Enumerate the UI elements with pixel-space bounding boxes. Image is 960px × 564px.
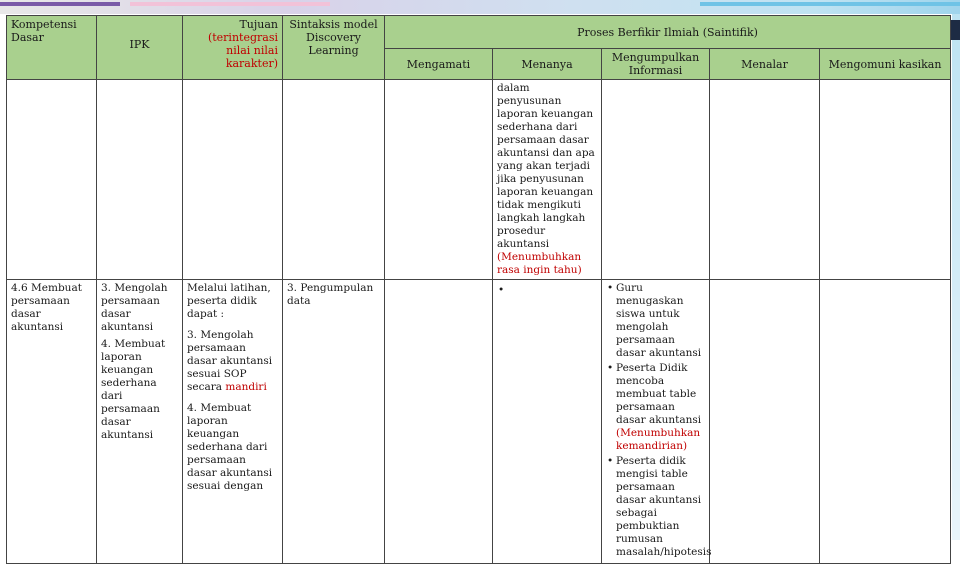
header-kompetensi-dasar: Kompetensi Dasar xyxy=(7,16,97,80)
header-tujuan xyxy=(183,16,283,80)
lesson-plan-table xyxy=(6,15,951,564)
ipk-item: 3. Mengolah persamaan dasar akuntansi xyxy=(101,282,168,333)
menanya-text: dalam penyusunan laporan keuangan sederhana dari persamaan dasar akuntansi dan apa yang akan terjadi jika penyusunan laporan keuangan tidak mengikuti langkah langkah prosedur akuntansi xyxy=(497,82,595,250)
cell-mengomunikasikan-row2 xyxy=(820,280,951,564)
cell-menanya-row1 xyxy=(493,80,602,280)
cell-menalar-row2 xyxy=(710,280,820,564)
tujuan-item-num: 3. xyxy=(187,329,198,341)
cell-mengumpulkan-row2 xyxy=(602,280,710,564)
cell-ipk-row1 xyxy=(97,80,183,280)
header-menanya: Menanya xyxy=(493,49,602,80)
mengumpulkan-bullet-list xyxy=(606,282,712,559)
cell-mengomunikasikan-row1 xyxy=(820,80,951,280)
cell-mengumpulkan-row1 xyxy=(602,80,710,280)
list-item: • Guru menugaskan siswa untuk mengolah persamaan dasar akuntansi xyxy=(616,282,705,360)
cell-menalar-row1 xyxy=(710,80,820,280)
table-row xyxy=(7,280,951,564)
cell-mengamati-row1 xyxy=(385,80,493,280)
tujuan-item-text: Mengolah persamaan dasar akuntansi sesuai SOP secara xyxy=(187,329,273,393)
slide-right-decoration xyxy=(952,14,960,540)
tujuan-intro: Melalui latihan, peserta didik dapat : xyxy=(187,282,271,320)
tujuan-item-num: 4. xyxy=(187,402,198,414)
tujuan-item-note: mandiri xyxy=(225,381,267,393)
slide-top-decoration xyxy=(0,0,960,14)
ipk-item: 4. Membuat laporan keuangan sederhana dari persamaan dasar akuntansi xyxy=(101,338,166,441)
header-mengumpulkan: Mengumpulkan Informasi xyxy=(602,49,710,80)
list-item: • Peserta didik mengisi table persamaan dasar akuntansi sebagai pembuktian rumusan masalah/hipotesis xyxy=(616,455,705,559)
header-sintaksis: Sintaksis model Discovery Learning xyxy=(283,16,385,80)
cell-mengamati-row2 xyxy=(385,280,493,564)
cell-tujuan-row2 xyxy=(183,280,283,564)
menanya-note: (Menumbuhkan rasa ingin tahu) xyxy=(497,251,582,276)
list-item: • Peserta Didik mencoba membuat table persamaan dasar akuntansi (Menumbuhkan kemandirian) xyxy=(616,362,705,453)
cell-kd-row1 xyxy=(7,80,97,280)
cell-ipk-row2 xyxy=(97,280,183,564)
header-mengomunikasikan: Mengomuni kasikan xyxy=(820,49,951,80)
tujuan-item-text: Membuat laporan keuangan sederhana dari persamaan dasar akuntansi sesuai dengan xyxy=(187,402,273,492)
header-ipk: IPK xyxy=(97,16,183,80)
cell-menanya-row2 xyxy=(493,280,602,564)
cell-sintaksis-row2: 3. Pengumpulan data xyxy=(283,280,385,564)
header-mengamati: Mengamati xyxy=(385,49,493,80)
tujuan-item xyxy=(187,329,278,394)
cell-sintaksis-row1 xyxy=(283,80,385,280)
header-tujuan-note: (terintegrasi nilai nilai karakter) xyxy=(207,31,278,70)
header-proses-berfikir: Proses Berfikir Ilmiah (Saintifik) xyxy=(385,16,951,49)
table-row xyxy=(7,80,951,280)
cell-kd-row2: 4.6 Membuat persamaan dasar akuntansi xyxy=(7,280,97,564)
header-menalar: Menalar xyxy=(710,49,820,80)
cell-tujuan-row1 xyxy=(183,80,283,280)
header-tujuan-title: Tujuan xyxy=(239,18,278,31)
slide-corner-mark xyxy=(950,20,960,40)
tujuan-item xyxy=(187,402,278,493)
